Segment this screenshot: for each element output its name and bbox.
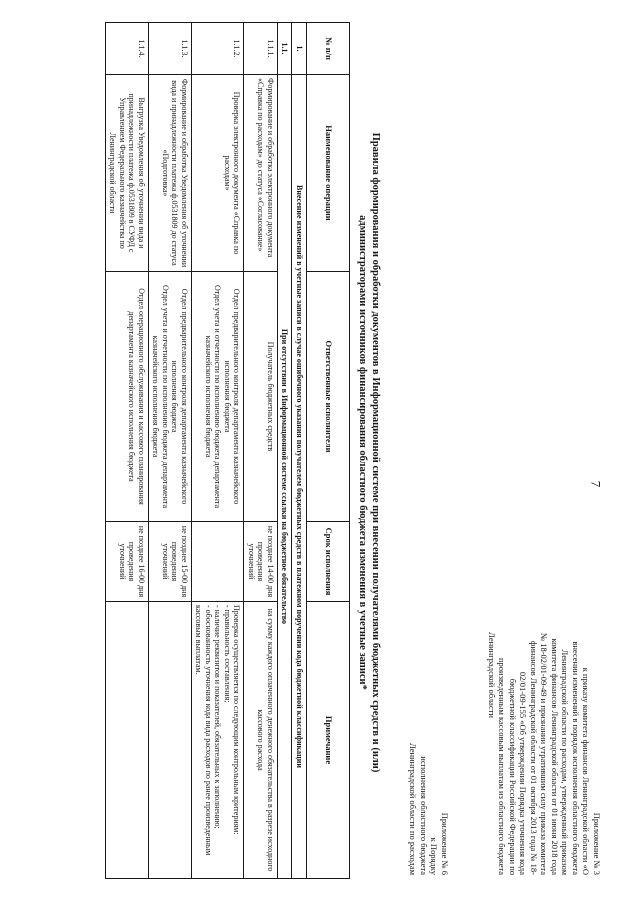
appendix-sub-line: Приложение № 6: [440, 812, 450, 875]
table-header-row: [307, 23, 350, 879]
section-num: 1.: [292, 23, 307, 75]
table-row: [106, 23, 149, 879]
row-term: не позднее 14-00 дня проведения уточнений: [244, 522, 278, 602]
appendix-subheader: [408, 680, 450, 875]
row-executor: Отдел предварительного контроля департамента казначейского исполнения бюджета Отдел учета и отчетности по исполнению бюджета департамента казначейского исполнения бюджета: [149, 272, 192, 522]
table-row: [244, 23, 278, 879]
procedures-table: [105, 22, 350, 879]
header-num: № п/п: [307, 23, 350, 75]
table-row: [192, 23, 245, 879]
appendix-line: 02/01-09-155 «Об утверждении Порядка уточнения кода: [518, 671, 529, 875]
row-term: [192, 522, 245, 602]
header-name: Наименование операции: [307, 75, 350, 272]
appendix-line: Ленинградской области по расходам, утвержденный приказом: [560, 649, 571, 875]
appendix-header: [487, 475, 603, 875]
subsection-num: 1.1.: [278, 23, 293, 75]
row-executor: Отдел операционного обслуживания и кассового планирования департамента казначейского исполнения бюджета: [106, 272, 149, 522]
row-note: [149, 602, 192, 879]
section-title: Внесение изменений в учетные записи в случае ошибочного указания получателем бюджетных средств в платежном поручении кода бюджетной классификации: [292, 75, 307, 879]
row-term: не позднее 16-00 дня проведения уточнений: [106, 522, 149, 602]
appendix-line: № 18-02/01-09-49 и признании утратившим силу приказа комитета: [539, 632, 550, 875]
subsection-title: При отсутствии в Информационной системе ссылки на бюджетное обязательство: [278, 75, 293, 879]
appendix-line: Приложение № 3: [592, 812, 602, 875]
title-line-2: администраторами источников финансирования областного бюджета изменения в учетные записи*: [357, 215, 368, 690]
appendix-sub-line: к Порядку: [429, 837, 440, 875]
row-num: 1.1.2.: [192, 23, 245, 75]
appendix-line: произведенным кассовым выплатам из областного бюджета: [497, 658, 508, 875]
section-row: [292, 23, 307, 879]
table-row: [149, 23, 192, 879]
row-note: Проверка осуществляется по следующим контрольным критериям: - правильность составления; - наличие реквизитов и показателей, обязательных к заполнению; - обоснованность уточнения кода вида расходов по ранее произведенным кассовым выплатам.: [192, 602, 245, 879]
page-number: 7: [588, 480, 604, 488]
appendix-line: финансов Ленинградской области от 01 октября 2013 года № 18-: [529, 640, 539, 875]
row-operation: Формирование и обработка электронного документа «Справка по расходам» до статуса «Согласование»: [244, 75, 278, 272]
row-note: на сумму каждого оплаченного денежного обязательства в разрезе исходного кассового расхода: [244, 602, 278, 879]
header-note: Примечание: [307, 602, 350, 879]
row-executor: Получатель бюджетных средств: [244, 272, 278, 522]
row-note: [106, 602, 149, 879]
row-num: 1.1.4.: [106, 23, 149, 75]
header-executor: Ответственные исполнители: [307, 272, 350, 522]
row-num: 1.1.1.: [244, 23, 278, 75]
appendix-sub-line: Ленинградской области по расходам: [408, 743, 419, 875]
appendix-line: к приказу комитета финансов Ленинградской области «О: [581, 667, 592, 875]
appendix-line: Ленинградской области: [487, 632, 497, 718]
subsection-row: [278, 23, 293, 879]
row-operation: Выгрузка Уведомления об уточнении вида и принадлежности платежа ф.0531809 в СУФД с Управлением Федерального казначейства по Ленинградской области: [106, 75, 149, 272]
appendix-line: комитета финансов Ленинградской области от 01 июня 2018 года: [550, 638, 560, 875]
appendix-line: внесении изменений в порядок исполнения областного бюджета: [571, 641, 581, 875]
row-operation: Формирование и обработка Уведомления об уточнении вида и принадлежности платежа ф.0531809 до статуса «Подготовка»: [149, 75, 192, 272]
appendix-line: бюджетной классификации Российской Федерации по: [508, 678, 518, 875]
row-executor: Отдел предварительного контроля департамента казначейского исполнения бюджета Отдел учета и отчетности по исполнению бюджета департамента казначейского исполнения бюджета: [192, 272, 245, 522]
row-operation: Проверка электронного документа «Справка по расходам»: [192, 75, 245, 272]
title-line-1: Правила формирования и обработки документов в Информационной системе при внесении получателями бюджетных средств и (или): [370, 132, 381, 773]
document-title: [356, 30, 382, 875]
row-num: 1.1.3.: [149, 23, 192, 75]
header-term: Срок исполнения: [307, 522, 350, 602]
appendix-sub-line: исполнения областного бюджета: [419, 756, 429, 875]
row-term: не позднее 15-00 дня проведения уточнений: [149, 522, 192, 602]
